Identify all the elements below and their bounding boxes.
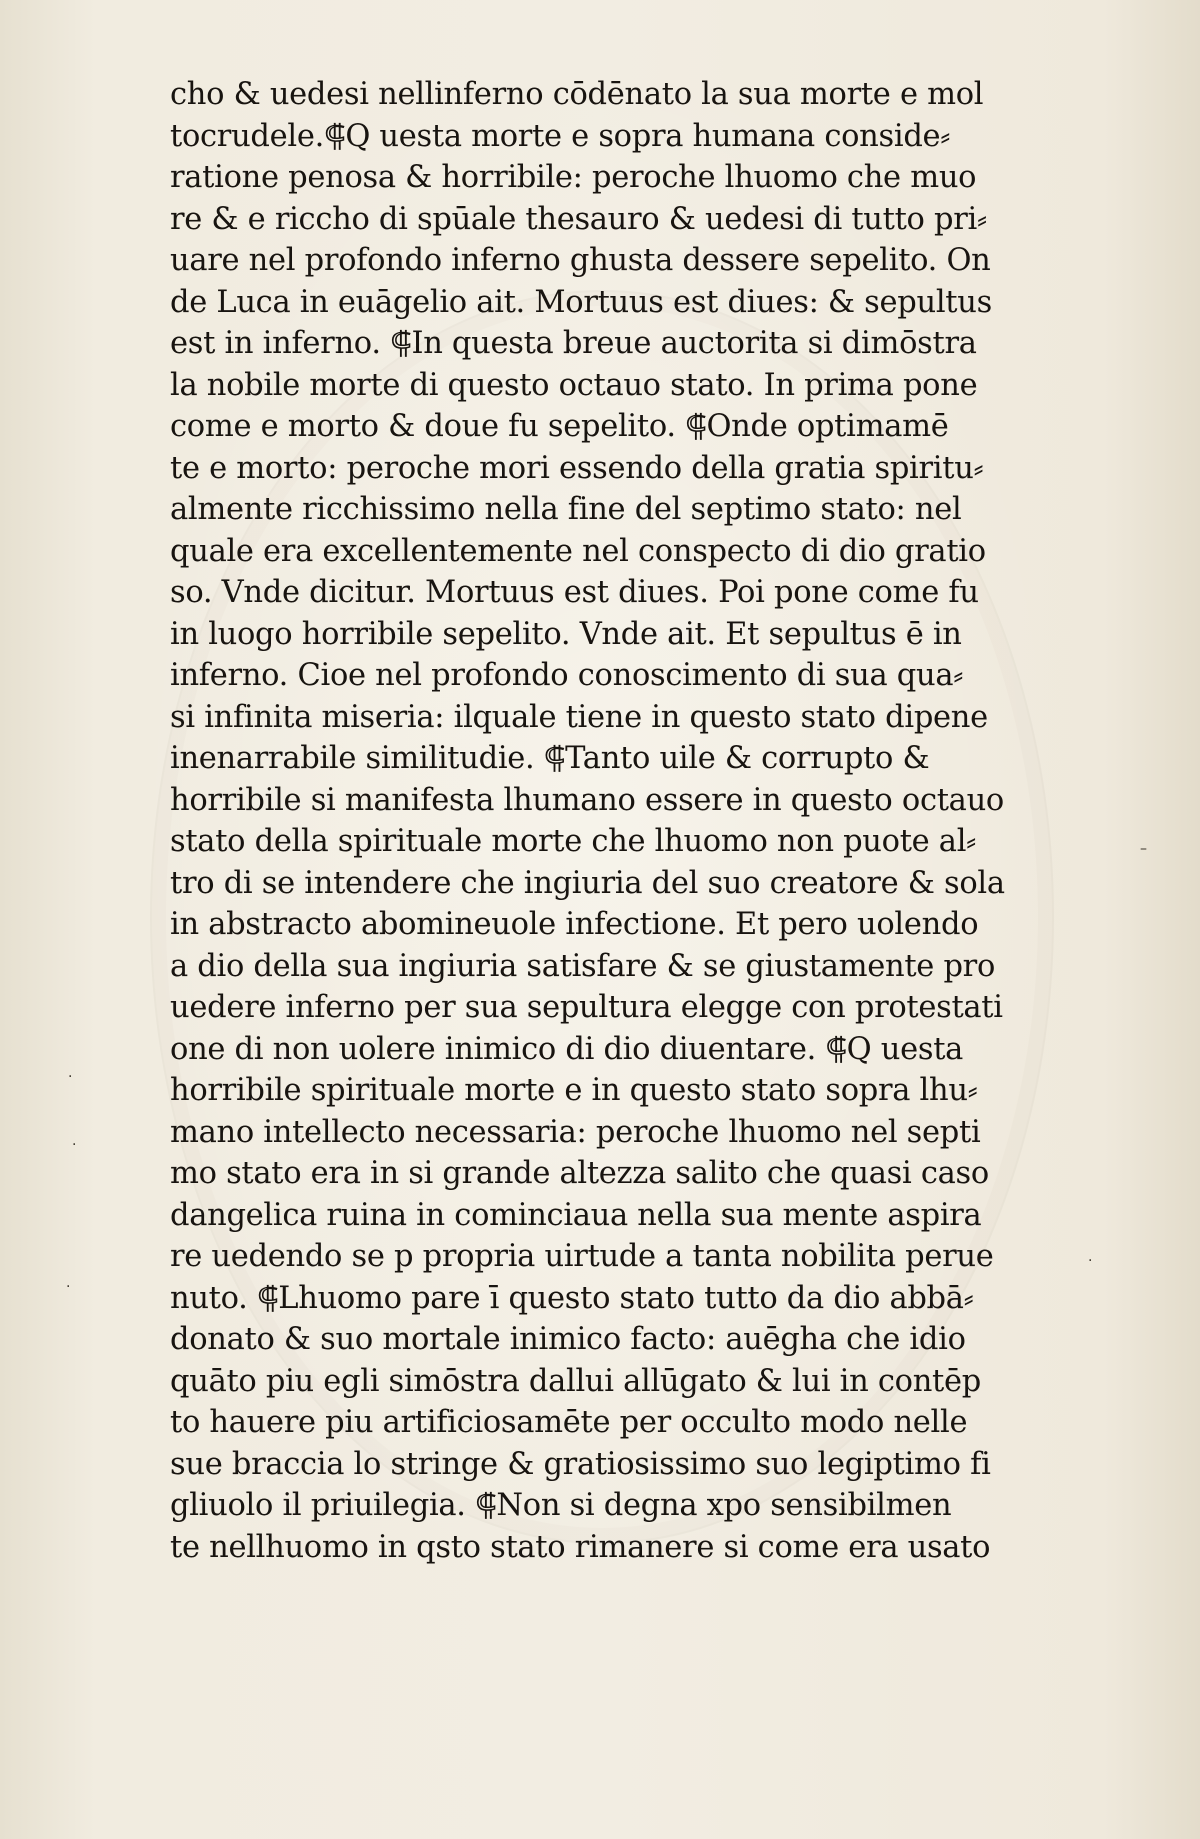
text-line: dangelica ruina in cominciaua nella sua mente aspira: [170, 1197, 982, 1233]
text-line: mano intellecto necessaria: peroche lhuomo nel septi: [170, 1114, 981, 1150]
text-line: si infinita miseria: ilquale tiene in questo stato dipene: [170, 699, 988, 735]
text-line: te e morto: peroche mori essendo della gratia spiritu⸗: [170, 450, 984, 486]
text-line: uedere inferno per sua sepultura elegge con protestati: [170, 990, 1003, 1025]
text-line: la nobile morte di questo octauo stato. In prima pone: [170, 367, 978, 403]
text-line: a dio della sua ingiuria satisfare & se giustamente pro: [170, 948, 996, 984]
text-line: inferno. Cioe nel profondo conoscimento di sua qua⸗: [170, 658, 964, 693]
margin-speck: ·: [68, 1069, 73, 1085]
printed-text-block: [170, 74, 1070, 1568]
text-line: est in inferno. ⸿In questa breue auctorita si dimōstra: [170, 326, 977, 361]
text-line: tro di se intendere che ingiuria del suo creatore & sola: [170, 865, 1005, 901]
margin-speck: –: [1140, 841, 1147, 857]
text-line: quale era excellentemente nel conspecto di dio gratio: [170, 533, 986, 569]
text-line: so. Vnde dicitur. Mortuus est diues. Poi pone come fu: [170, 575, 979, 610]
margin-speck: ·: [66, 1279, 71, 1295]
text-line: stato della spirituale morte che lhuomo non puote al⸗: [170, 824, 977, 859]
text-line: quāto piu egli simōstra dallui allūgato & lui in contēp: [170, 1363, 981, 1399]
text-line: inenarrabile similitudie. ⸿Tanto uile & corrupto &: [170, 741, 930, 776]
text-line: uare nel profondo inferno ghusta dessere sepelito. On: [170, 243, 991, 278]
text-line: mo stato era in si grande altezza salito che quasi caso: [170, 1156, 989, 1191]
text-line: ratione penosa & horribile: peroche lhuomo che muo: [170, 160, 977, 195]
text-line: to hauere piu artificiosamēte per occulto modo nelle: [170, 1405, 968, 1440]
text-line: in abstracto abomineuole infectione. Et pero uolendo: [170, 907, 979, 942]
text-line: nuto. ⸿Lhuomo pare ī questo stato tutto da dio abbā⸗: [170, 1280, 974, 1316]
text-line: te nellhuomo in qsto stato rimanere si come era usato: [170, 1529, 991, 1565]
text-line: re uedendo se p propria uirtude a tanta nobilita perue: [170, 1239, 994, 1274]
text-line: come e morto & doue fu sepelito. ⸿Onde optimamē: [170, 409, 949, 444]
text-line: sue braccia lo stringe & gratiosissimo suo legiptimo fi: [170, 1446, 991, 1482]
margin-speck: ·: [72, 1137, 77, 1153]
text-line: gliuolo il priuilegia. ⸿Non si degna xpo sensibilmen: [170, 1488, 952, 1523]
text-line: almente ricchissimo nella fine del septimo stato: nel: [170, 492, 962, 527]
text-line: horribile si manifesta lhumano essere in questo octauo: [170, 782, 1004, 818]
margin-speck: ·: [1088, 1253, 1093, 1269]
text-line: one di non uolere inimico di dio diuentare. ⸿Q uesta: [170, 1031, 964, 1067]
text-line: horribile spirituale morte e in questo stato sopra lhu⸗: [170, 1073, 978, 1108]
text-line: tocrudele.⸿Q uesta morte e sopra humana conside⸗: [170, 118, 951, 154]
text-line: cho & uedesi nellinferno cōdēnato la sua morte e mol: [170, 77, 984, 112]
text-line: re & e riccho di spūale thesauro & uedesi di tutto pri⸗: [170, 201, 987, 237]
text-line: de Luca in euāgelio ait. Mortuus est diues: & sepultus: [170, 284, 992, 320]
text-line: in luogo horribile sepelito. Vnde ait. Et sepultus ē in: [170, 616, 962, 652]
text-line: donato & suo mortale inimico facto: auēgha che idio: [170, 1322, 966, 1357]
